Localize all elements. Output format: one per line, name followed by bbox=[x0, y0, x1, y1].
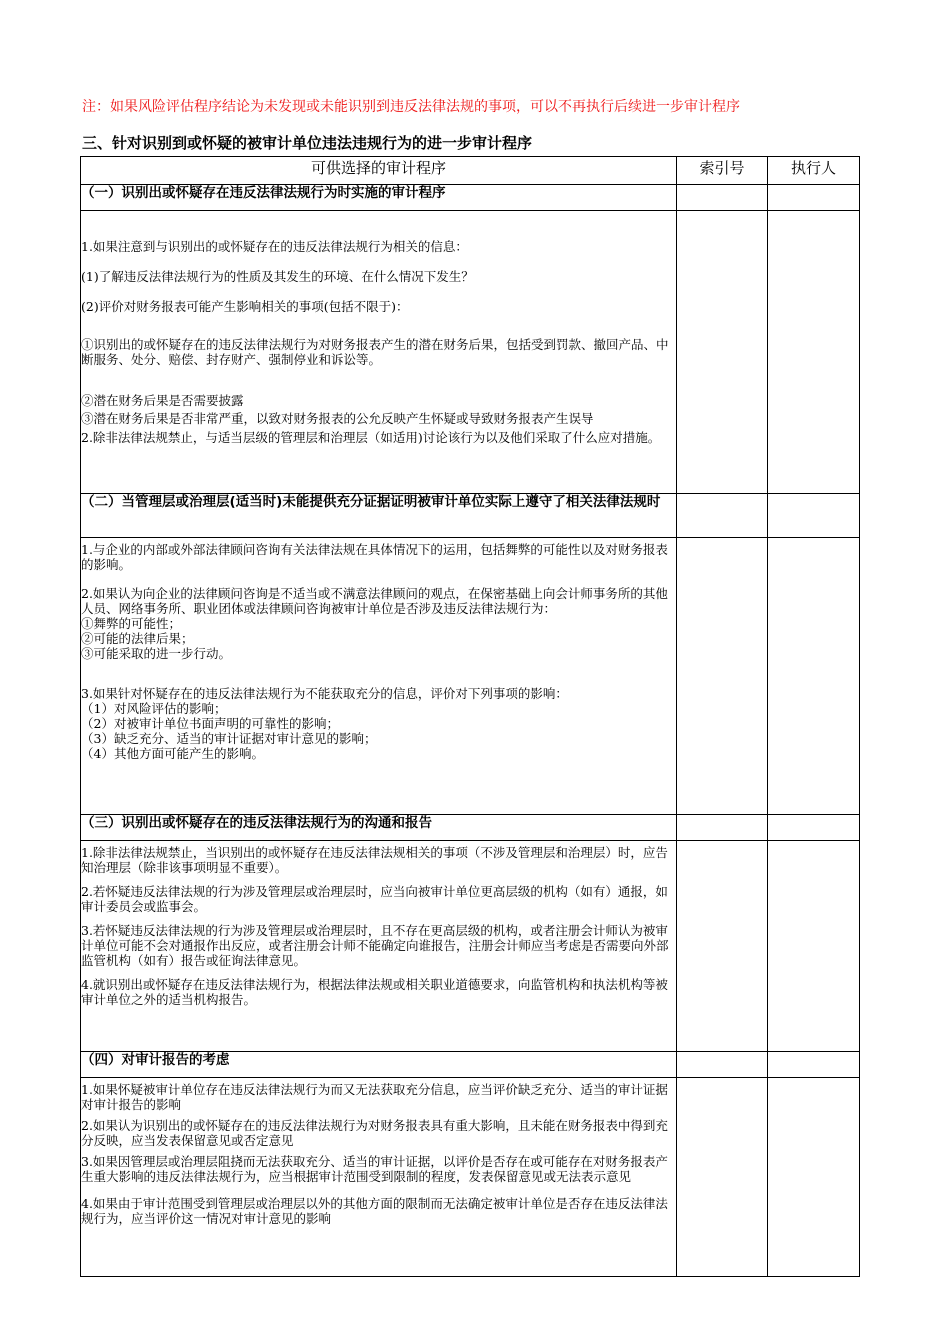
index-cell[interactable] bbox=[677, 1078, 768, 1277]
procedure-item: 2.除非法律法规禁止，与适当层级的管理层和治理层（如适用)讨论该行为以及他们采取了什么应对措施。 bbox=[81, 430, 661, 445]
group-title: （四）对审计报告的考虑 bbox=[81, 1052, 677, 1078]
procedure-item: ①识别出的或怀疑存在的违反法律法规行为对财务报表产生的潜在财务后果，包括受到罚款、撤回产品、中断服务、处分、赔偿、封存财产、强制停业和诉讼等。 bbox=[81, 337, 669, 367]
procedure-item: ①舞弊的可能性； bbox=[81, 616, 182, 631]
procedure-item: （1）对风险评估的影响； bbox=[81, 701, 227, 716]
procedure-item: 2.如果认为识别出的或怀疑存在的违反法律法规行为对财务报表具有重大影响，且未能在财务报表中得到充分反映，应当发表保留意见或否定意见 bbox=[81, 1118, 668, 1148]
group-header-row bbox=[81, 815, 860, 841]
procedure-item: （2）对被审计单位书面声明的可靠性的影响； bbox=[81, 716, 339, 731]
procedure-item: ②潜在财务后果是否需要披露 bbox=[81, 393, 244, 408]
group-content-row bbox=[81, 211, 860, 494]
group-title: （二）当管理层或治理层(适当时)未能提供充分证据证明被审计单位实际上遵守了相关法律法规时 bbox=[81, 494, 677, 538]
group-title: （一）识别出或怀疑存在违反法律法规行为时实施的审计程序 bbox=[81, 185, 677, 211]
procedure-item: 1.除非法律法规禁止，当识别出的或怀疑存在违反法律法规相关的事项（不涉及管理层和治理层）时，应告知治理层（除非该事项明显不重要）。 bbox=[81, 845, 668, 875]
group-content-row bbox=[81, 538, 860, 815]
procedure-item: 4.如果由于审计范围受到管理层或治理层以外的其他方面的限制而无法确定被审计单位是否存在违反法律法规行为，应当评价这一情况对审计意见的影响 bbox=[81, 1196, 668, 1226]
group-content-row bbox=[81, 841, 860, 1052]
procedure-item: 3.如果因管理层或治理层阻挠而无法获取充分、适当的审计证据，以评价是否存在或可能存在对财务报表产生重大影响的违反法律法规行为，应当根据审计范围受到限制的程度，发表保留意见或无法表示意见 bbox=[81, 1154, 668, 1184]
column-header-executor: 执行人 bbox=[768, 157, 860, 185]
section-title: 三、针对识别到或怀疑的被审计单位违法违规行为的进一步审计程序 bbox=[82, 134, 533, 152]
procedure-list bbox=[81, 1078, 677, 1277]
executor-cell[interactable] bbox=[768, 211, 860, 494]
group-header-row bbox=[81, 1052, 860, 1078]
procedure-item: (1)了解违反法律法规行为的性质及其发生的环境、在什么情况下发生？ bbox=[81, 269, 474, 284]
audit-procedures-table bbox=[80, 156, 860, 1277]
index-cell[interactable] bbox=[677, 185, 768, 211]
index-cell[interactable] bbox=[677, 841, 768, 1052]
column-header-index: 索引号 bbox=[677, 157, 768, 185]
procedure-item: ②可能的法律后果； bbox=[81, 631, 194, 646]
procedure-item: 1.与企业的内部或外部法律顾问咨询有关法律法规在具体情况下的运用，包括舞弊的可能性以及对财务报表的影响。 bbox=[81, 542, 668, 572]
procedure-item: ③潜在财务后果是否非常严重，以致对财务报表的公允反映产生怀疑或导致财务报表产生误导 bbox=[81, 411, 594, 426]
procedure-list bbox=[81, 538, 677, 815]
table-header-row bbox=[81, 157, 860, 185]
procedure-list bbox=[81, 211, 677, 494]
executor-cell[interactable] bbox=[768, 1078, 860, 1277]
procedure-item: （3）缺乏充分、适当的审计证据对审计意见的影响； bbox=[81, 731, 377, 746]
index-cell[interactable] bbox=[677, 815, 768, 841]
procedure-item: （4）其他方面可能产生的影响。 bbox=[81, 746, 264, 761]
executor-cell[interactable] bbox=[768, 815, 860, 841]
executor-cell[interactable] bbox=[768, 494, 860, 538]
procedure-item: (2)评价对财务报表可能产生影响相关的事项(包括不限于)： bbox=[81, 299, 409, 314]
column-header-procedures: 可供选择的审计程序 bbox=[81, 157, 677, 185]
risk-assessment-note: 注：如果风险评估程序结论为未发现或未能识别到违反法律法规的事项，可以不再执行后续进一步审计程序 bbox=[82, 99, 740, 115]
procedure-item: 2.如果认为向企业的法律顾问咨询是不适当或不满意法律顾问的观点，在保密基础上向会计师事务所的其他人员、网络事务所、职业团体或法律顾问咨询被审计单位是否涉及违反法律法规行为： bbox=[81, 586, 668, 616]
executor-cell[interactable] bbox=[768, 1052, 860, 1078]
procedure-list bbox=[81, 841, 677, 1052]
executor-cell[interactable] bbox=[768, 185, 860, 211]
executor-cell[interactable] bbox=[768, 841, 860, 1052]
procedure-item: 3.如果针对怀疑存在的违反法律法规行为不能获取充分的信息，评价对下列事项的影响： bbox=[81, 686, 568, 701]
index-cell[interactable] bbox=[677, 494, 768, 538]
executor-cell[interactable] bbox=[768, 538, 860, 815]
procedure-item: 1.如果注意到与识别出的或怀疑存在的违反法律法规行为相关的信息： bbox=[81, 239, 468, 254]
index-cell[interactable] bbox=[677, 211, 768, 494]
procedure-item: 1.如果怀疑被审计单位存在违反法律法规行为而又无法获取充分信息，应当评价缺乏充分、适当的审计证据对审计报告的影响 bbox=[81, 1082, 668, 1112]
group-title: （三）识别出或怀疑存在的违反法律法规行为的沟通和报告 bbox=[81, 815, 677, 841]
group-header-row bbox=[81, 494, 860, 538]
group-content-row bbox=[81, 1078, 860, 1277]
procedure-item: ③可能采取的进一步行动。 bbox=[81, 646, 232, 661]
procedure-item: 4.就识别出或怀疑存在违反法律法规行为，根据法律法规或相关职业道德要求，向监管机构和执法机构等被审计单位之外的适当机构报告。 bbox=[81, 977, 668, 1007]
group-header-row bbox=[81, 185, 860, 211]
procedure-item: 3.若怀疑违反法律法规的行为涉及管理层或治理层时，且不存在更高层级的机构，或者注册会计师认为被审计单位可能不会对通报作出反应，或者注册会计师不能确定向谁报告，注册会计师应当考虑是否需要向外部监管机构（如有）报告或征询法律意见。 bbox=[81, 923, 669, 968]
index-cell[interactable] bbox=[677, 1052, 768, 1078]
index-cell[interactable] bbox=[677, 538, 768, 815]
procedure-item: 2.若怀疑违反法律法规的行为涉及管理层或治理层时，应当向被审计单位更高层级的机构（如有）通报，如审计委员会或监事会。 bbox=[81, 884, 668, 914]
